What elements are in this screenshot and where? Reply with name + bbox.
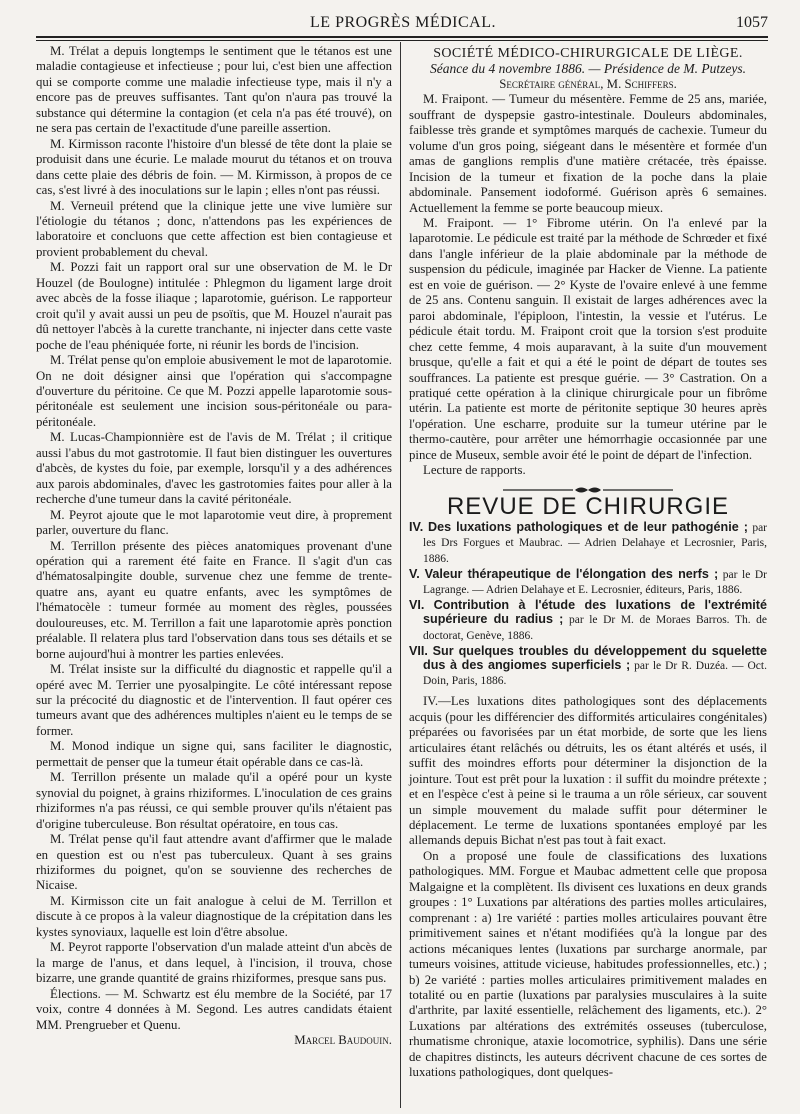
paragraph: M. Kirmisson cite un fait analogue à celui de M. Terrillon et discute à ce propos à la valeur diagnostique de la crépitation dans les kystes synoviaux, laquelle est loin d'être absolue. [36,893,392,939]
bib-rest: par les Drs Forgues et Maubrac. — Adrien Delahaye et Lecrosnier, Paris, 1886. [423,522,768,565]
bib-rest: par le Dr Lagrange. — Adrien Delahaye et E. Lecrosnier, éditeurs, Paris, 1886. [423,568,767,596]
header-rule [36,36,768,38]
bib-title: Valeur thérapeutique de l'élongation des nerfs ; [424,566,719,581]
paragraph: M. Trélat insiste sur la difficulté du diagnostic et rappelle qu'il a opéré avec M. Terrier une pyosalpingite. Le côté intéressant repose sur la précocité du diagnostic et de l'intervention. Il faut opérer ces tumeurs avant que des adhérences multiples n'aient eu le temps de se former. [36,662,392,738]
bib-num: V. [409,566,420,581]
seance-line: Séance du 4 novembre 1886. — Présidence de M. Putzeys. [430,61,746,77]
signature [36,1033,392,1048]
secretaire-line: Secrétaire général, M. Schiffers. [499,76,677,91]
bib-entry [409,567,767,597]
column-divider [400,42,401,1108]
bib-rest: par le Dr M. de Moraes Barros. Th. de doctorat, Genève, 1886. [423,614,767,642]
signature-text: Marcel Baudouin. [294,1033,392,1047]
paragraph: M. Terrillon présente un malade qu'il a opéré pour un kyste synovial du poignet, à grains rhiziformes. L'inoculation de ces grains rhiziformes n'a pas réussi, ce qui semble prouver qu'ils n'étaient pas d'origine tuberculeuse. Bon résultat opératoire, en tous cas. [36,770,392,831]
paragraph: Lecture de rapports. [423,463,526,478]
paragraph: M. Terrillon présente des pièces anatomiques provenant d'une opération qui a rarement été faite en France. Il s'agit d'un cas d'hématosalpingite double, survenue chez une femme de trente-quatre ans, ayant eu quatre enfants, avec les symptômes de l'hématocèle : tumeur formée au moment des règles, poussées douloureuses, etc. M. Terrillon a fait une laparotomie après ponction préalable. Il relatera plus tard l'observation dans tous ses détails et se borne aujourd'hui à montrer les parties enlevées. [36,538,392,661]
paragraph: M. Trélat pense qu'il faut attendre avant d'affirmer que le malade en question est ou n'est pas tuberculeux. Quant à ses grains rhiziformes du poignet, qu'on se souvienne des recherches de Nicaise. [36,832,392,893]
bib-title: Sur quelques troubles du développement du squelette dus à des angiomes superficiels ; [423,643,767,672]
bib-rest: par le Dr R. Duzéa. — Oct. Doin, Paris, 1886. [423,659,767,688]
bib-entry [409,644,767,689]
society-title: SOCIÉTÉ MÉDICO-CHIRURGICALE DE LIÈGE. [433,46,743,61]
bib-title: Des luxations pathologiques et de leur pathogénie ; [427,520,748,535]
section-title: REVUE DE CHIRURGIE [446,492,730,520]
paragraph: M. Fraipont. — 1° Fibrome utérin. On l'a enlevé par la laparotomie. Le pédicule est traité par la méthode de Schrœder et fixé dans l'angle inférieur de la plaie abdominale par la méthode de suspension du pédicule, imaginée par Hacker de Vienne. La patiente est en voie de guérison. — 2° Kyste de l'ovaire enlevé à une femme de 25 ans. Contenu sanguin. Il existait de larges adhérences avec la paroi abdominale, l'épiploon, l'intestin, la vessie et l'utérus. Le pédicule était tordu. M. Fraipont croit que la torsion s'est produite chez cette femme, 4 mois auparavant, à la suite d'un mouvement brusque, qu'elle a fait et qui a été le point de départ de toutes ses souffrances. La patiente est presque guérie. — 3° Castration. On a pratiqué cette opération à la clinique chirurgicale pour un fibrôme utérin. La patiente est morte de péritonite septique 30 heures après l'opération. Une escharre, produite sur la tumeur utérine par le thermo-cautère, pour arrêter une hémorrhagie occasionnée par une pince de Museux, semble avoir été le point de départ de l'infection. [409,215,767,462]
header-rule-thin [36,40,768,41]
journal-title: LE PROGRÈS MÉDICAL. [310,14,496,31]
paragraph: IV.—Les luxations dites pathologiques sont des déplacements acquis (pour les différencier des difformités articulaires congénitales) préparées ou favorisées par un état morbide, de sorte que les liens articulaires étant relâchés ou détruits, les os étant altérés et usés, il suffit des moindres efforts pour déterminer la disjonction de la jointure. Tout est prêt pour la luxation : il suffit du moindre prétexte ; et en l'espèce c'est à peine si le trauma a un rôle sérieux, car souvent un simple mouvement du malade suffit pour déterminer le déplacement. Le terme de luxations spontanées employé par les allemands depuis Bichat n'est pas tout à fait exact. [409,694,767,848]
page-number: 1057 [736,14,768,31]
paragraph: On a proposé une foule de classifications des luxations pathologiques. MM. Forgue et Maubac admettent celle que proposa Malgaigne et la complètent. Ils divisent ces luxations en deux grands groupes : 1° Luxations par altérations des parties molles articulaires, comprenant : a) 1re variété : parties molles articulaires pouvant être primitivement saines et n'étant modifiées qu'à la longue par des actions mécaniques lentes (luxations par surcharge anormale, par tumeurs voisines, attitude vicieuse, habitudes professionnelles, etc.) ; b) 2e variété : parties molles articulaires primitivement malades en totalité ou en partie (luxations par paralysies musculaires à la suite d'arthrite, par laxité essentielle, relâchement des ligaments, etc.). 2° Luxations par altérations des extrémités osseuses (tuberculose, rhumatisme chronique, ataxie locomotrice, syphilis). Dans une série de chapitres distincts, les auteurs décrivent chacune de ces sortes de luxations pathologiques, dont quelques- [409,848,767,1080]
paragraph: M. Verneuil prétend que la clinique jette une vive lumière sur l'étiologie du tétanos ; donc, n'attendons pas les expériences de laboratoire et concluons que cette affection est bien contagieuse et provient probablement du cheval. [36,198,392,259]
paragraph: M. Peyrot ajoute que le mot laparotomie veut dire, à proprement parler, ouverture du flanc. [36,507,392,538]
paragraph: M. Peyrot rapporte l'observation d'un malade atteint d'un abcès de la marge de l'anus, et dans lequel, à l'incision, il trouva, chose bizarre, une grande quantité de grains rhiziformes, presque sans pus. [36,940,392,986]
left-column [36,44,392,1048]
page-header [38,14,768,36]
paragraph: M. Monod indique un signe qui, sans faciliter le diagnostic, permettait de penser que la tumeur était opérable dans ce cas-là. [36,739,392,769]
bib-entry [409,598,767,643]
paragraph: M. Trélat a depuis longtemps le sentiment que le tétanos est une maladie contagieuse et infectieuse ; pour lui, c'est bien une affection qui se comporte comme une maladie infectieuse type, mais il n'y a encore pas de preuves suffisantes. Tant qu'on n'aura pas trouvé la substance qui détermine la contagion (et cela n'a pas été trouvé), on ne sera pas certain de l'exactitude d'une pareille assertion. [36,44,392,136]
bib-num: VII. [409,643,428,658]
right-column [409,44,767,1081]
bib-num: VI. [409,598,425,613]
paragraph: M. Fraipont. — Tumeur du mésentère. Femme de 25 ans, mariée, souffrant de dyspepsie gastro-intestinale. Douleurs abdominales, faiblesse très grande et symptômes marqués de cachexie. Tumeur du volume d'un gros poing, siégeant dans le mésentère et formée d'un amas de ganglions remplis d'une matière crétacée, très épaisse. Incision de la tumeur et fixation de la poche dans la plaie abdominale. Pansement iodoformé. Guérison après 6 semaines. Actuellement la femme se porte beaucoup mieux. [409,92,767,215]
bib-title: Contribution à l'étude des luxations de l'extrémité supérieure du radius ; [423,598,768,627]
paragraph: M. Kirmisson raconte l'histoire d'un blessé de tête dont la plaie se produisit dans une écurie. Le malade mourut du tétanos et on trouva dans cette plaie des débris de foin. — M. Kirmisson, à propos de ce cas, s'est livré à des inoculations sur le lapin ; elles n'ont pas réussi. [36,136,392,198]
paragraph: M. Pozzi fait un rapport oral sur une observation de M. le Dr Houzel (de Boulogne) intitulée : Phlegmon du ligament large droit avec abcès de la fosse iliaque ; laparotomie, guérison. Le rapporteur croit qu'il y avait aussi un peu de psoïtis, que M. Houzel n'aurait pas dû nettoyer l'abcès à la curette tranchante, ni injecter dans cette vaste poche de l'eau phéniquée forte, ni réunir les bords de l'incision. [36,260,392,352]
paragraph: M. Trélat pense qu'on emploie abusivement le mot de laparotomie. On ne doit désigner ainsi que l'opération qui s'accompagne d'ouverture du péritoine. Ce que M. Pozzi appelle laparotomie sous-péritonéale est seulement une incision sous-péritonéale ou para-péritonéale. [36,353,392,429]
paragraph: M. Lucas-Championnière est de l'avis de M. Trélat ; il critique aussi l'abus du mot gastrotomie. Il faut bien distinguer les ouvertures d'abcès, de kystes du foie, par exemple, lorsqu'il y a des adhérences aux parois abdominales, d'avec les gastrotomies faites pour aller à la recherche d'une tumeur dans la cavité péritonéale. [36,430,392,507]
bib-num: IV. [409,520,424,535]
bib-entry [409,520,767,566]
paragraph: Élections. — M. Schwartz est élu membre de la Société, par 17 voix, contre 4 données à M. Segond. Les autres candidats étaient MM. Prengrueber et Quenu. [36,986,392,1032]
